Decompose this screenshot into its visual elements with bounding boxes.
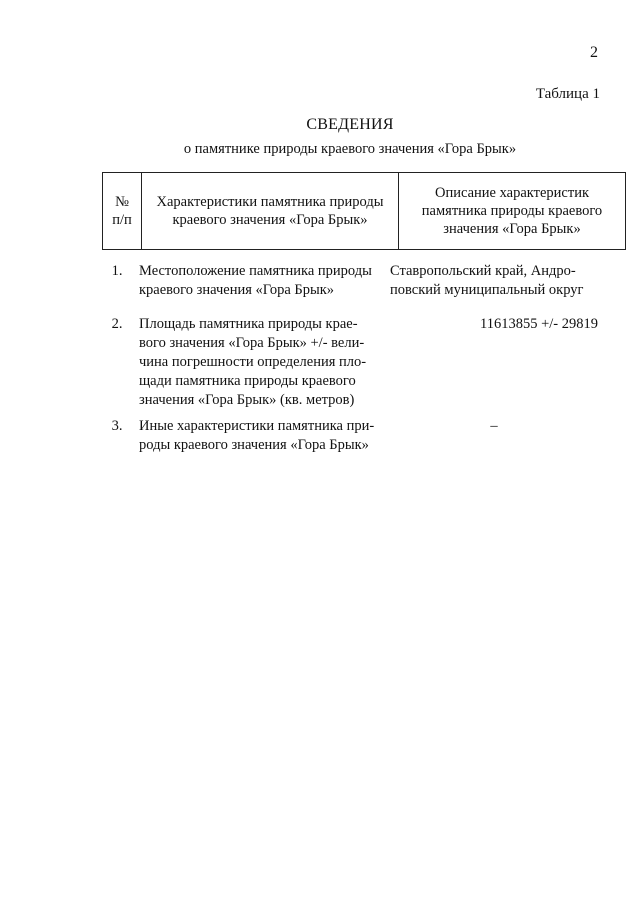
table-label: Таблица 1 [535, 86, 600, 102]
row-characteristic [139, 417, 382, 455]
header-characteristics-cell [142, 173, 399, 250]
header-description-line: Описание характеристик [434, 185, 589, 201]
row-characteristic-line: роды краевого значения «Гора Брык» [139, 437, 369, 453]
page-number: 2 [590, 44, 598, 61]
row-characteristic [139, 262, 382, 300]
row-characteristic-line: Площадь памятника природы крае- [139, 316, 358, 332]
row-characteristic-line: Иные характеристики памятника при- [139, 418, 375, 434]
row-characteristic-line: вого значения «Гора Брык» +/- вели- [139, 335, 365, 351]
row-description [390, 315, 598, 334]
row-number: 3. [111, 418, 123, 434]
row-number: 2. [111, 316, 123, 332]
row-description-line: повский муниципальный округ [390, 282, 584, 298]
header-description-line: значения «Гора Брык» [443, 221, 581, 237]
row-characteristic-line: чина погрешности определения пло- [139, 354, 367, 370]
table-header [102, 172, 626, 250]
row-description [390, 262, 598, 300]
header-description-cell [399, 173, 626, 250]
row-characteristic-line: щади памятника природы краевого [139, 373, 356, 389]
row-characteristic-line: краевого значения «Гора Брык» [139, 282, 335, 298]
row-characteristic [139, 315, 382, 410]
header-description-line: памятника природы краевого [421, 203, 603, 219]
row-description-line: Ставропольский край, Андро- [390, 263, 576, 279]
header-number-abbrev: п/п [112, 212, 132, 228]
header-characteristics-line: краевого значения «Гора Брык» [172, 212, 368, 228]
row-characteristic-line: значения «Гора Брык» (кв. метров) [139, 392, 355, 408]
row-description-line: – [490, 418, 498, 434]
row-description [390, 417, 598, 436]
header-characteristics-line: Характеристики памятника природы [156, 194, 384, 210]
document-title: СВЕДЕНИЯ [306, 116, 394, 133]
document-subtitle: о памятнике природы краевого значения «Гора Брык» [183, 141, 517, 157]
header-number-cell [103, 173, 142, 250]
row-number: 1. [111, 263, 123, 279]
header-number-symbol: № [115, 194, 129, 210]
row-characteristic-line: Местоположение памятника природы [139, 263, 372, 279]
row-description-line: 11613855 +/- 29819 [480, 316, 598, 332]
